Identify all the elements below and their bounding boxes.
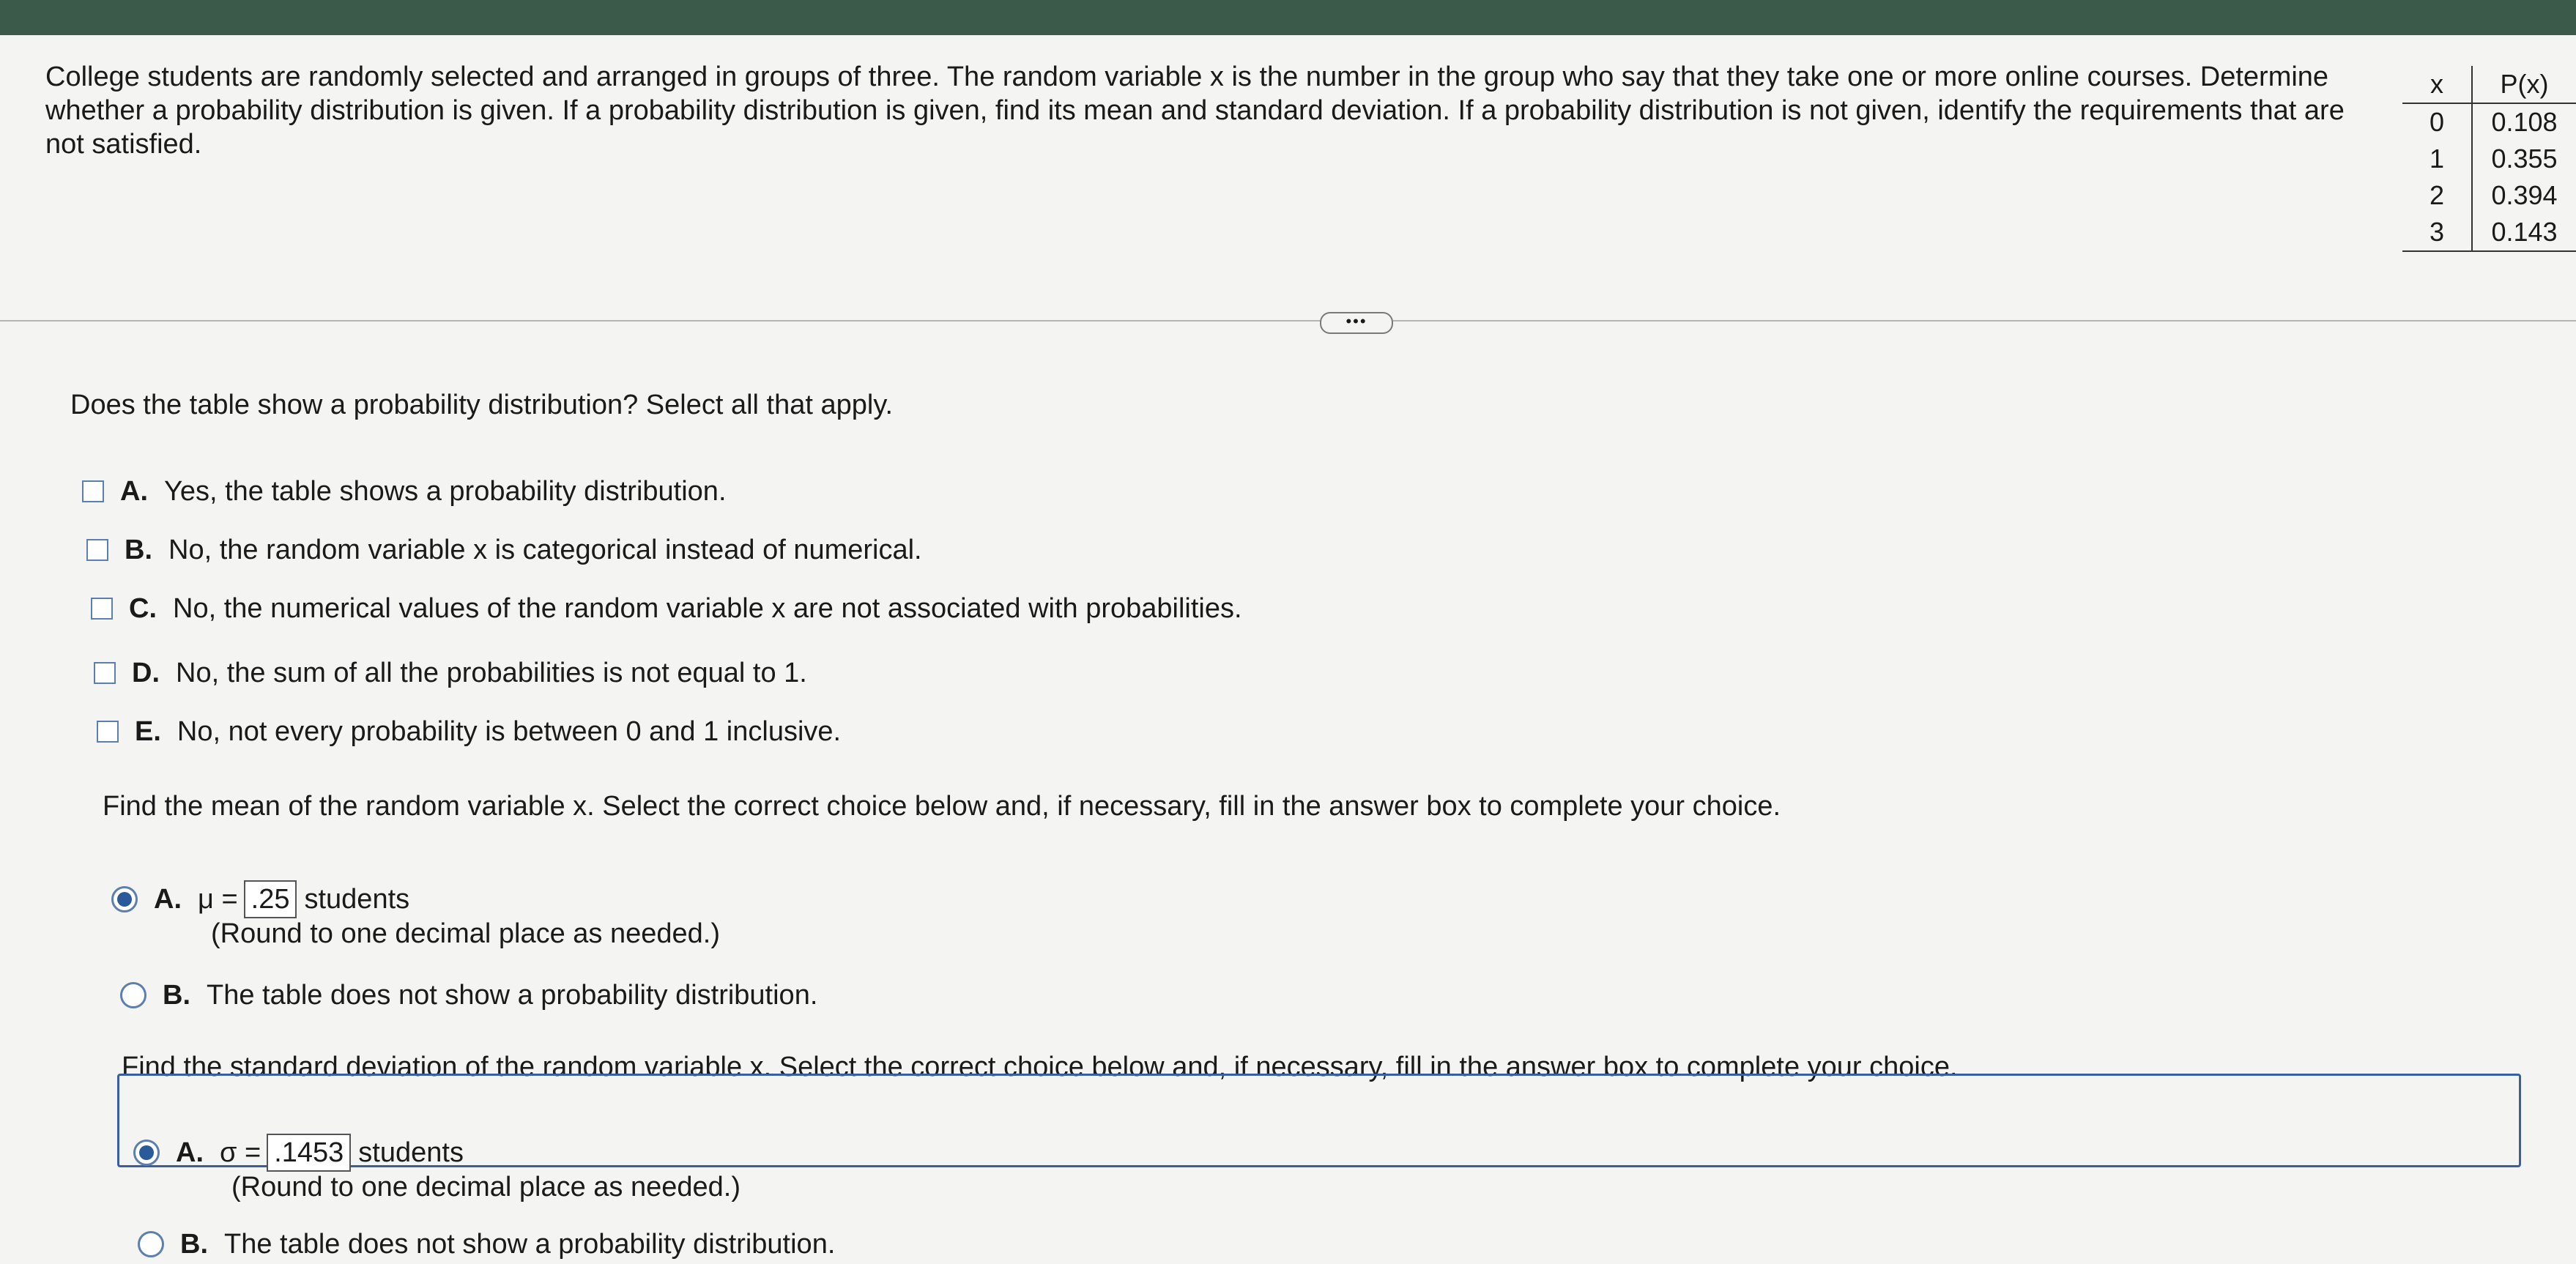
radio-a-selected[interactable]	[133, 1140, 160, 1166]
table-cell-p: 0.143	[2472, 214, 2576, 251]
q2-option-b[interactable]	[120, 978, 817, 1012]
table-cell-p: 0.108	[2491, 107, 2558, 137]
option-letter: D.	[132, 658, 160, 688]
unit-label: students	[304, 884, 410, 915]
table-row	[2402, 214, 2576, 251]
option-letter: B.	[180, 1229, 208, 1260]
rounding-note: (Round to one decimal place as needed.)	[211, 918, 721, 949]
section-divider	[0, 320, 2576, 321]
q3-option-a[interactable]	[133, 1134, 464, 1172]
option-letter: A.	[176, 1137, 204, 1168]
question2-prompt: Find the mean of the random variable x. Select the correct choice below and, if necessary, fill in the answer box to complete your choice.	[103, 791, 1781, 822]
sigma-symbol: σ =	[220, 1137, 261, 1168]
option-letter: E.	[135, 716, 161, 747]
table-row	[2402, 177, 2576, 214]
mean-answer-input[interactable]: .25	[244, 880, 297, 918]
q1-option-b[interactable]	[86, 533, 922, 567]
rounding-note: (Round to one decimal place as needed.)	[231, 1172, 741, 1202]
problem-statement: College students are randomly selected and arranged in groups of three. The random variable x is the number in the group who say that they take one or more online courses. Determine whether a probability distribution is given. If a probability distribution is given, find its mean and standard deviation. If a probability distribution is not given, identify the requirements that are not satisfied.	[45, 62, 2345, 160]
table-header-x: x	[2402, 66, 2472, 103]
q2-option-a[interactable]	[111, 880, 409, 918]
question1-prompt: Does the table show a probability distribution? Select all that apply.	[70, 390, 894, 420]
option-letter: A.	[120, 476, 148, 507]
option-text: The table does not show a probability distribution.	[224, 1229, 836, 1260]
option-text: No, the numerical values of the random variable x are not associated with probabilities.	[173, 593, 1242, 624]
table-cell-x: 0	[2402, 103, 2472, 141]
option-text: No, not every probability is between 0 and 1 inclusive.	[177, 716, 842, 747]
table-row	[2402, 103, 2576, 141]
table-cell-p: 0.394	[2491, 180, 2558, 210]
option-letter: C.	[129, 593, 157, 624]
q1-option-e[interactable]	[97, 715, 841, 748]
question3-prompt: Find the standard deviation of the random variable x. Select the correct choice below and, if necessary, fill in the answer box to complete your choice.	[122, 1052, 1958, 1082]
option-letter: B.	[163, 980, 190, 1011]
sd-answer-input[interactable]: .1453	[267, 1134, 351, 1172]
checkbox-b[interactable]	[86, 539, 108, 561]
top-bar	[0, 0, 2576, 35]
option-text: No, the random variable x is categorical instead of numerical.	[168, 535, 922, 565]
q1-option-a[interactable]	[82, 475, 727, 508]
option-text: The table does not show a probability distribution.	[207, 980, 818, 1011]
table-cell-x: 3	[2402, 214, 2472, 251]
checkbox-a[interactable]	[82, 480, 104, 502]
table-cell-x: 2	[2402, 177, 2472, 214]
q1-option-d[interactable]	[94, 656, 807, 690]
unit-label: students	[358, 1137, 464, 1168]
radio-b[interactable]	[138, 1231, 164, 1257]
option-text: Yes, the table shows a probability distribution.	[164, 476, 727, 507]
probability-table	[2402, 66, 2576, 252]
table-cell-x: 1	[2402, 141, 2472, 177]
option-letter: B.	[125, 535, 152, 565]
checkbox-e[interactable]	[97, 721, 119, 743]
option-text: No, the sum of all the probabilities is not equal to 1.	[176, 658, 807, 688]
checkbox-c[interactable]	[91, 598, 113, 620]
option-letter: A.	[154, 884, 182, 915]
radio-a-selected[interactable]	[111, 886, 138, 912]
radio-b[interactable]	[120, 982, 146, 1008]
checkbox-d[interactable]	[94, 662, 116, 684]
table-cell-p: 0.355	[2491, 144, 2558, 174]
answer-focus-frame	[117, 1074, 2521, 1167]
expand-more-button[interactable]: •••	[1320, 312, 1393, 334]
q1-option-c[interactable]	[91, 592, 1242, 625]
table-row	[2402, 141, 2576, 177]
mu-symbol: μ =	[198, 884, 238, 915]
table-header-px: P(x)	[2472, 66, 2576, 103]
q3-option-b[interactable]	[138, 1227, 835, 1261]
